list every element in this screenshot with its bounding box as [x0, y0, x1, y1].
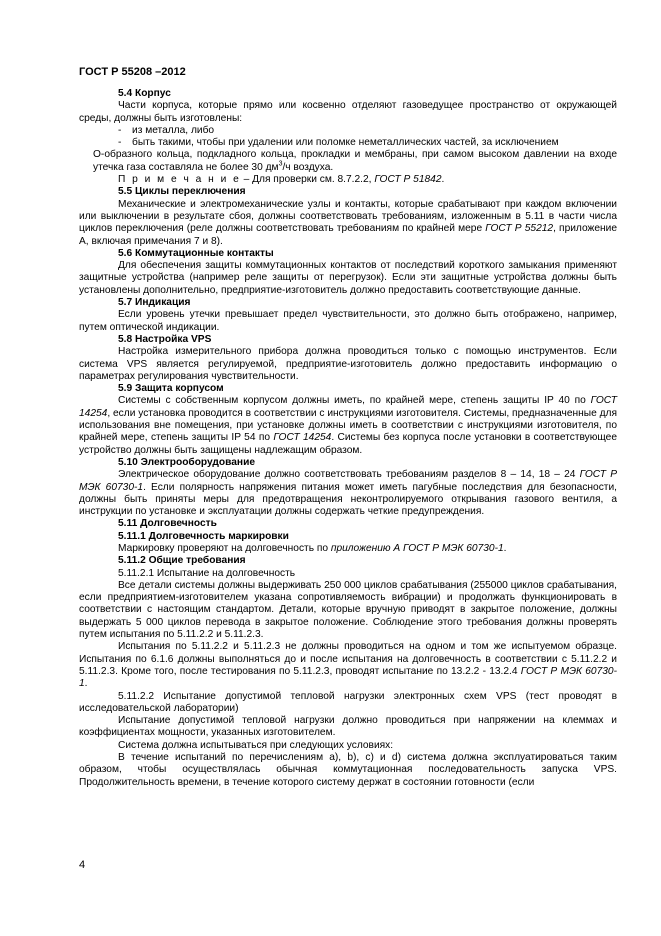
paragraph: Механические и электромеханические узлы и контакты, которые срабатывают при каждом включении или выключении в результате сбоя, должны соответствовать требованиям, изложенным в 5.11 в части числа циклов переключения (реле должны соответствовать требованиям по крайней мере ГОСТ Р 55212, приложение А, включая примечания 7 и 8). [79, 198, 617, 247]
section-heading-5-6: 5.6 Коммутационные контакты [118, 247, 274, 259]
section-heading-5-9: 5.9 Защита корпусом [118, 383, 224, 395]
document-header: ГОСТ Р 55208 –2012 [79, 66, 186, 78]
section-heading-5-11-1: 5.11.1 Долговечность маркировки [118, 530, 289, 542]
paragraph: Испытания по 5.11.2.2 и 5.11.2.3 не должны проводиться на одном и том же испытуемом образце. Испытания по 6.1.6 должны выполняться до и после испытания на долговечность в соответствии с 5.11.2.2 и 5.11.2.3. Кроме того, после тестирования по 5.11.2.3, проводят испытание по 13.2.2 - 13.2.4 ГОСТ Р МЭК 60730-1. [79, 641, 617, 690]
section-heading-5-7: 5.7 Индикация [118, 297, 191, 309]
paragraph: 5.11.2.2 Испытание допустимой тепловой нагрузки электронных схем VPS (тест проводят в исследовательской лаборатории) [79, 690, 617, 714]
paragraph: Для обеспечения защиты коммутационных контактов от последствий короткого замыкания применяют защитные устройства (например реле защиты от перегрузок). Если эти защитные устройства должны быть установлены дополнительно, предприятие-изготовитель должно предоставить соответствующие данные. [79, 260, 617, 296]
section-heading-5-11-2: 5.11.2 Общие требования [118, 555, 246, 567]
paragraph: Система должна испытываться при следующих условиях: [118, 739, 394, 751]
section-heading-5-10: 5.10 Электрооборудование [118, 456, 255, 468]
section-heading-5-5: 5.5 Циклы переключения [118, 186, 246, 198]
section-heading-5-8: 5.8 Настройка VPS [118, 333, 212, 345]
page-number: 4 [79, 859, 86, 871]
paragraph: Части корпуса, которые прямо или косвенно отделяют газоведущее пространство от окружающей среды, должны быть изготовлены: [79, 100, 617, 124]
subsection-title: 5.11.2.1 Испытание на долговечность [118, 567, 296, 579]
paragraph: Если уровень утечки превышает предел чувствительности, это должно быть отображено, например, путем оптической индикации. [79, 309, 617, 333]
section-heading-5-4: 5.4 Корпус [118, 88, 171, 99]
section-heading-5-11: 5.11 Долговечность [118, 518, 217, 530]
paragraph: Системы с собственным корпусом должны иметь, по крайней мере, степень защиты IP 40 по ГОСТ 14254, если установка проводится в соответствии с инструкциями изготовителя. Системы, предназначенные для использования вне помещения, при установке должны иметь в соответствии с инструкциями изготовителя, по крайней мере, степень защиты IP 54 по ГОСТ 14254. Системы без корпуса после установки в соответствующее устройство должны быть защищены надлежащим образом. [79, 395, 617, 456]
list-item: - из металла, либо [118, 124, 215, 136]
paragraph: Все детали системы должны выдерживать 250 000 циклов срабатывания (255000 циклов срабатывания, если предприятием-изготовителем указана сопротивляемость вибрации) и продолжать функционировать в соответствии с настоящим стандартом. Детали, которые вручную приводят в закрытое положение, должны выдержать 5 000 циклов перевода в закрытое положение. Соблюдение этого требования должны проверять путем испытания по 5.11.2.2 и 5.11.2.3. [79, 579, 617, 641]
paragraph: Электрическое оборудование должно соответствовать требованиям разделов 8 – 14, 18 – 24 ГОСТ Р МЭК 60730-1. Если полярность напряжения питания может иметь пагубные последствия для безопасности, должны быть приняты меры для предотвращения неконтролируемого открывания газового вентиля, а инструкции по установке и эксплуатации должны содержать четкие предупреждения. [79, 469, 617, 518]
paragraph: В течение испытаний по перечислениям a), b), c) и d) система должна эксплуатироваться таким образом, чтобы осуществлялась обычная коммутационная последовательность запуска VPS. Продолжительность времени, в течение которого систему держат в состоянии готовности (если [79, 752, 617, 788]
paragraph: Испытание допустимой тепловой нагрузки должно проводиться при напряжении на клеммах и коэффициентах мощности, указанных изготовителем. [79, 715, 617, 739]
document-body [79, 88, 617, 789]
paragraph: Маркировку проверяют на долговечность по приложению А ГОСТ Р МЭК 60730-1. [118, 542, 507, 554]
list-item-continuation: О-образного кольца, подкладного кольца, прокладки и мембраны, при самом высоком давлении на входе утечка газа составляла не более 30 $дм^3/ч$ воздуха. [93, 149, 617, 173]
note: П р и м е ч а н и е – Для проверки см. 8.7.2.2, ГОСТ Р 51842. [118, 174, 445, 186]
list-item: - быть такими, чтобы при удалении или поломке неметаллических частей, за исключением [118, 137, 559, 149]
paragraph: Настройка измерительного прибора должна проводиться только с помощью инструментов. Если система VPS является регулируемой, предприятие-изготовитель должно предоставить информацию о параметрах регулирования чувствительности. [79, 346, 617, 382]
